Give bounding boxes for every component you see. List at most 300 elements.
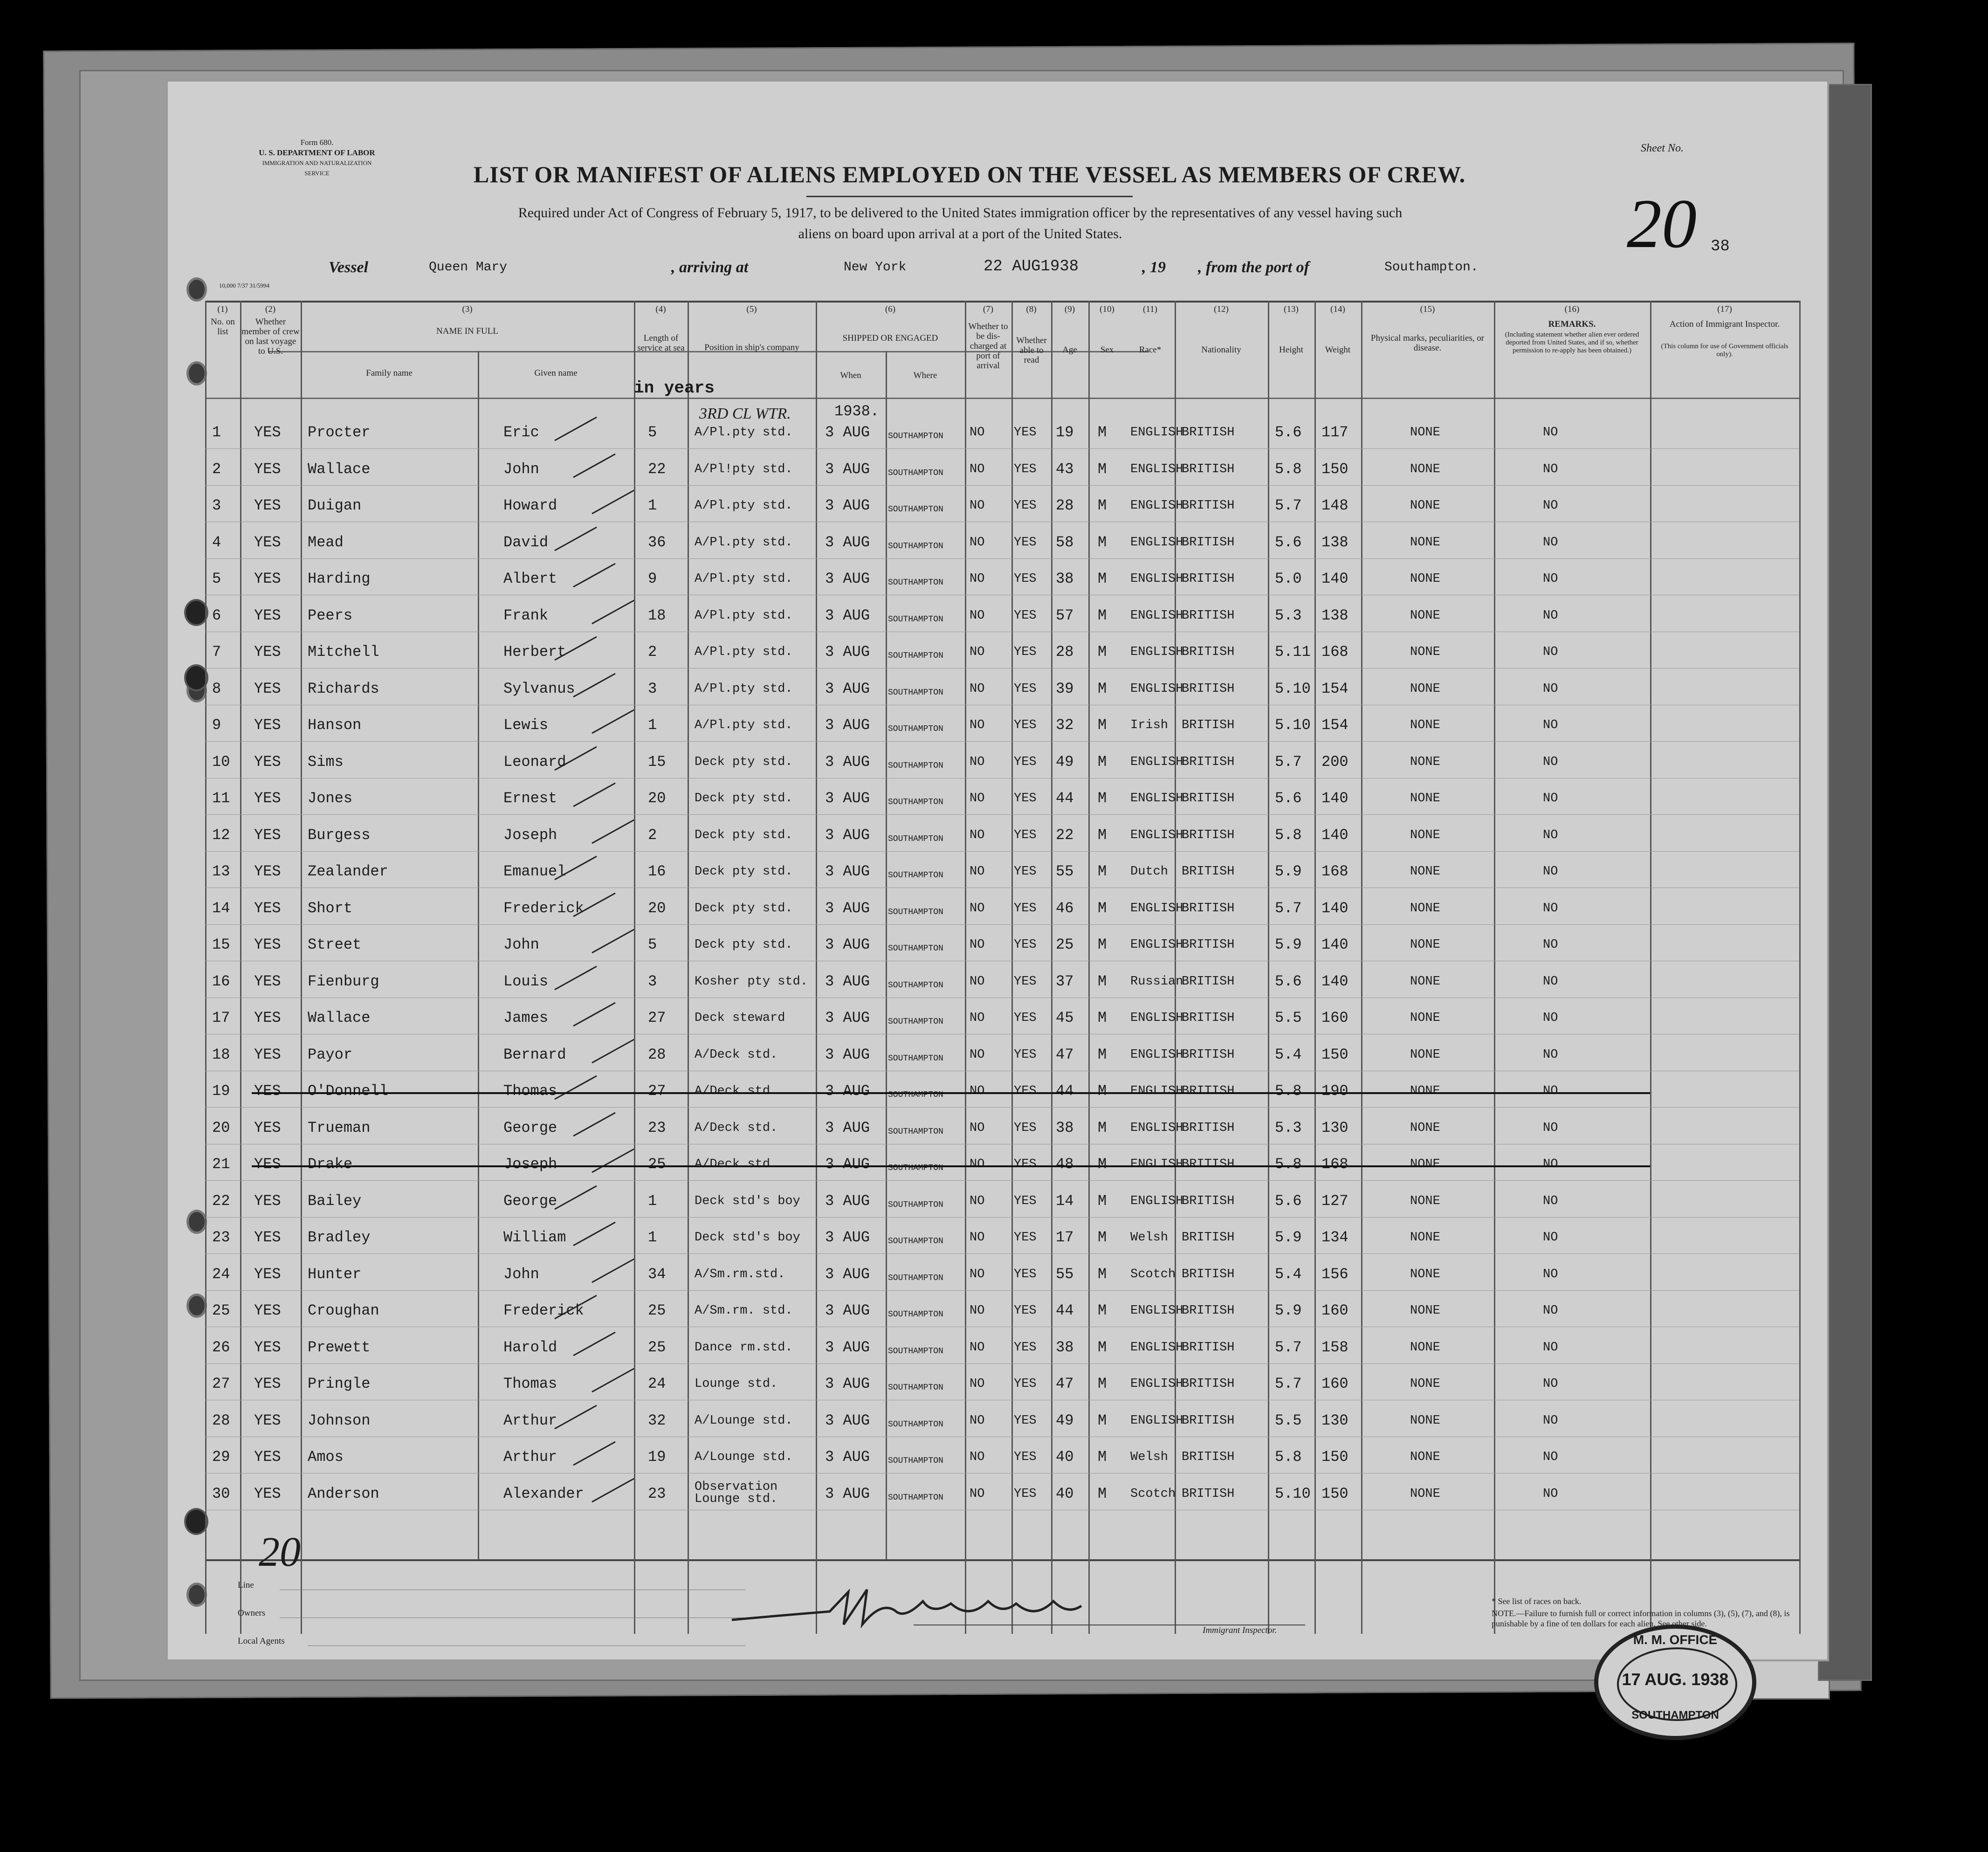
family-name: Duigan xyxy=(308,497,362,514)
discharged-flag: NO xyxy=(970,1121,985,1135)
weight: 190 xyxy=(1321,1082,1348,1100)
col-rule xyxy=(1650,301,1651,1634)
member-flag: YES xyxy=(254,424,281,441)
family-name: Wallace xyxy=(308,1009,371,1026)
member-flag: YES xyxy=(254,643,281,661)
member-flag: YES xyxy=(254,570,281,587)
col-rule xyxy=(478,351,479,1559)
family-name: Bradley xyxy=(308,1229,371,1246)
service-years: 1 xyxy=(648,1192,657,1210)
discharged-flag: NO xyxy=(970,682,985,696)
service-years: 5 xyxy=(648,424,657,441)
row-number: 8 xyxy=(212,680,221,697)
engaged-when: 3 AUG xyxy=(825,972,870,990)
engaged-where: SOUTHAMPTON xyxy=(888,1346,943,1356)
position: Deck pty std. xyxy=(695,828,793,842)
col-number: (14) xyxy=(1330,304,1345,314)
engaged-when: 3 AUG xyxy=(825,1485,870,1502)
race: Russian xyxy=(1130,974,1183,989)
service-years: 9 xyxy=(648,570,657,587)
age: 43 xyxy=(1056,460,1074,478)
sex: M xyxy=(1098,826,1107,844)
given-name: William xyxy=(503,1229,566,1246)
remarks: NO xyxy=(1543,1231,1558,1245)
age-header: Age xyxy=(1062,345,1077,355)
height: 5.7 xyxy=(1275,1338,1302,1356)
member-flag: YES xyxy=(254,1302,281,1319)
row-number: 19 xyxy=(212,1082,230,1100)
physical-marks: NONE xyxy=(1410,608,1440,623)
discharged-flag: NO xyxy=(970,535,985,550)
from-port: Southampton. xyxy=(1384,260,1479,275)
service-name: IMMIGRATION AND NATURALIZATION SERVICE xyxy=(262,159,372,177)
height: 5.6 xyxy=(1275,790,1302,807)
remarks: NO xyxy=(1543,938,1558,952)
weight: 154 xyxy=(1321,716,1348,734)
weight: 150 xyxy=(1321,1448,1348,1466)
given-name: John xyxy=(503,460,539,478)
service-years: 23 xyxy=(648,1485,666,1502)
physical-marks: NONE xyxy=(1410,682,1440,696)
remarks: NO xyxy=(1543,645,1558,659)
position: A/Pl.pty std. xyxy=(695,499,793,513)
read-flag: YES xyxy=(1014,1377,1037,1391)
weight: 156 xyxy=(1321,1265,1348,1283)
read-header: Whether able to read xyxy=(1016,336,1047,365)
engaged-where: SOUTHAMPTON xyxy=(888,761,943,771)
family-name: Prewett xyxy=(308,1338,371,1356)
physical-marks: NONE xyxy=(1410,535,1440,550)
col-number: (11) xyxy=(1143,304,1157,314)
remarks: NO xyxy=(1543,1377,1558,1391)
height: 5.5 xyxy=(1275,1009,1302,1026)
row-number: 17 xyxy=(212,1009,230,1026)
physical-marks: NONE xyxy=(1410,1304,1440,1318)
nationality: BRITISH xyxy=(1182,1157,1235,1171)
family-name: Fienburg xyxy=(308,972,379,990)
engaged-when: 3 AUG xyxy=(825,460,870,478)
race: ENGLISH xyxy=(1130,1011,1183,1025)
physical-marks: NONE xyxy=(1410,1121,1440,1135)
remarks: NO xyxy=(1543,426,1558,440)
family-name-header: Family name xyxy=(366,368,413,378)
shipped-header: SHIPPED OR ENGAGED xyxy=(842,333,938,343)
engaged-when: 3 AUG xyxy=(825,1338,870,1356)
position: Deck pty std. xyxy=(695,792,793,806)
sex: M xyxy=(1098,863,1107,880)
check-mark xyxy=(587,927,643,955)
row-rule xyxy=(205,814,1799,815)
discharged-flag: NO xyxy=(970,1340,985,1355)
check-mark xyxy=(569,891,625,919)
physical-marks: NONE xyxy=(1410,828,1440,842)
row-number: 20 xyxy=(212,1119,230,1136)
family-name: O'Donnell xyxy=(308,1082,388,1100)
weight: 160 xyxy=(1321,1009,1348,1026)
race: ENGLISH xyxy=(1130,1194,1183,1208)
nationality: BRITISH xyxy=(1182,462,1235,476)
where-header: Where xyxy=(913,371,937,380)
nationality: BRITISH xyxy=(1182,1340,1235,1355)
strike-through xyxy=(252,1165,1650,1167)
position: Observation Lounge std. xyxy=(695,1480,778,1506)
sex: M xyxy=(1098,936,1107,953)
remarks: NO xyxy=(1543,718,1558,732)
position: A/Deck std. xyxy=(695,1084,778,1098)
col-number: (5) xyxy=(746,304,757,314)
age: 40 xyxy=(1056,1448,1074,1466)
remarks: NO xyxy=(1543,499,1558,513)
physical-marks: NONE xyxy=(1410,792,1440,806)
read-flag: YES xyxy=(1014,1121,1037,1135)
engaged-where: SOUTHAMPTON xyxy=(888,1053,943,1063)
sex: M xyxy=(1098,497,1107,514)
given-name: Thomas xyxy=(503,1082,557,1100)
col-number: (6) xyxy=(885,304,896,314)
col-number: (12) xyxy=(1214,304,1229,314)
age: 38 xyxy=(1056,1119,1074,1136)
sex-header: Sex xyxy=(1100,345,1114,355)
check-mark xyxy=(587,1147,643,1175)
col-number: (10) xyxy=(1100,304,1114,314)
member-flag: YES xyxy=(254,790,281,807)
service-years: 20 xyxy=(648,790,666,807)
engaged-where: SOUTHAMPTON xyxy=(888,688,943,697)
member-flag: YES xyxy=(254,1156,281,1173)
physical-marks: NONE xyxy=(1410,1377,1440,1391)
race: ENGLISH xyxy=(1130,426,1183,440)
discharged-flag: NO xyxy=(970,865,985,879)
sex: M xyxy=(1098,1485,1107,1502)
nationality: BRITISH xyxy=(1182,1377,1235,1391)
given-name: George xyxy=(503,1192,557,1210)
row-number: 24 xyxy=(212,1265,230,1283)
family-name: Short xyxy=(308,899,353,917)
read-flag: YES xyxy=(1014,572,1037,586)
read-flag: YES xyxy=(1014,426,1037,440)
engaged-where: SOUTHAMPTON xyxy=(888,834,943,844)
race: Irish xyxy=(1130,718,1169,732)
given-name: Joseph xyxy=(503,826,557,844)
sex: M xyxy=(1098,1375,1107,1392)
physical-marks: NONE xyxy=(1410,1231,1440,1245)
weight: 138 xyxy=(1321,533,1348,551)
engaged-when: 3 AUG xyxy=(825,1119,870,1136)
position: Deck pty std. xyxy=(695,865,793,879)
read-flag: YES xyxy=(1014,462,1037,476)
member-flag: YES xyxy=(254,863,281,880)
check-mark xyxy=(550,1403,606,1431)
given-name: Howard xyxy=(503,497,557,514)
remarks: NO xyxy=(1543,1047,1558,1062)
nationality: BRITISH xyxy=(1182,608,1235,623)
given-name: Arthur xyxy=(503,1448,557,1466)
race-header: Race* xyxy=(1139,345,1162,355)
discharged-flag: NO xyxy=(970,1377,985,1391)
binder-hole xyxy=(186,361,207,386)
weight: 150 xyxy=(1321,1046,1348,1063)
weight: 127 xyxy=(1321,1192,1348,1210)
given-name: Thomas xyxy=(503,1375,557,1392)
race: Welsh xyxy=(1130,1231,1169,1245)
age: 38 xyxy=(1056,570,1074,587)
remarks-header: REMARKS. xyxy=(1548,319,1596,329)
service-years: 28 xyxy=(648,1046,666,1063)
given-name: Leonard xyxy=(503,753,566,771)
height: 5.9 xyxy=(1275,936,1302,953)
height: 5.7 xyxy=(1275,497,1302,514)
height: 5.6 xyxy=(1275,424,1302,441)
check-mark xyxy=(587,1037,643,1065)
engaged-when: 3 AUG xyxy=(825,570,870,587)
race: ENGLISH xyxy=(1130,535,1183,550)
nationality: BRITISH xyxy=(1182,792,1235,806)
office-stamp xyxy=(1594,1625,1756,1740)
engaged-when: 3 AUG xyxy=(825,1265,870,1283)
service-years: 34 xyxy=(648,1265,666,1283)
discharged-flag: NO xyxy=(970,938,985,952)
height: 5.10 xyxy=(1275,680,1311,697)
physical-marks: NONE xyxy=(1410,755,1440,769)
col-number: (8) xyxy=(1026,304,1037,314)
weight: 148 xyxy=(1321,497,1348,514)
member-flag: YES xyxy=(254,1046,281,1063)
read-flag: YES xyxy=(1014,645,1037,659)
service-years: 23 xyxy=(648,1119,666,1136)
engaged-when: 3 AUG xyxy=(825,533,870,551)
member-flag: YES xyxy=(254,1082,281,1100)
age: 37 xyxy=(1056,972,1074,990)
remarks: NO xyxy=(1543,608,1558,623)
nationality: BRITISH xyxy=(1182,1487,1235,1501)
race: Dutch xyxy=(1130,865,1169,879)
discharged-flag: NO xyxy=(970,1487,985,1501)
nationality: BRITISH xyxy=(1182,645,1235,659)
engaged-where: SOUTHAMPTON xyxy=(888,871,943,880)
nationality: BRITISH xyxy=(1182,938,1235,952)
age: 25 xyxy=(1056,936,1074,953)
age: 38 xyxy=(1056,1338,1074,1356)
member-flag: YES xyxy=(254,936,281,953)
sex: M xyxy=(1098,643,1107,661)
subtitle-line-2: aliens on board upon arrival at a port of the United States. xyxy=(798,226,1122,241)
row-rule xyxy=(205,1217,1799,1218)
sex: M xyxy=(1098,899,1107,917)
row-number: 3 xyxy=(212,497,221,514)
race: ENGLISH xyxy=(1130,1047,1183,1062)
height: 5.8 xyxy=(1275,460,1302,478)
sex: M xyxy=(1098,972,1107,990)
row-number: 11 xyxy=(212,790,230,807)
position: Deck std's boy xyxy=(695,1194,800,1208)
family-name: Anderson xyxy=(308,1485,379,1502)
race: ENGLISH xyxy=(1130,608,1183,623)
row-rule xyxy=(205,558,1799,559)
engaged-where: SOUTHAMPTON xyxy=(888,505,943,514)
member-flag: YES xyxy=(254,460,281,478)
col-rule xyxy=(1494,301,1495,1634)
col-rule xyxy=(1799,301,1801,1634)
engaged-when: 3 AUG xyxy=(825,606,870,624)
engaged-where: SOUTHAMPTON xyxy=(888,1456,943,1466)
remarks: NO xyxy=(1543,865,1558,879)
col-number: (7) xyxy=(983,304,994,314)
races-note: * See list of races on back. xyxy=(1492,1597,1582,1606)
nationality: BRITISH xyxy=(1182,682,1235,696)
table-bottom-rule xyxy=(205,1559,1799,1561)
title-underline xyxy=(806,196,1133,197)
agents-field xyxy=(308,1645,746,1646)
position: Deck steward xyxy=(695,1011,785,1025)
member-flag: YES xyxy=(254,1229,281,1246)
engaged-when: 3 AUG xyxy=(825,716,870,734)
height: 5.8 xyxy=(1275,1156,1302,1173)
family-name: Procter xyxy=(308,424,371,441)
age: 28 xyxy=(1056,643,1074,661)
check-mark xyxy=(587,1476,643,1504)
age: 55 xyxy=(1056,1265,1074,1283)
given-name: Frederick xyxy=(503,1302,584,1319)
height: 5.8 xyxy=(1275,1448,1302,1466)
age: 32 xyxy=(1056,716,1074,734)
member-flag: YES xyxy=(254,1265,281,1283)
read-flag: YES xyxy=(1014,792,1037,806)
service-header: Length of service at sea xyxy=(637,333,685,353)
service-years: 27 xyxy=(648,1082,666,1100)
row-number: 4 xyxy=(212,533,221,551)
nationality: BRITISH xyxy=(1182,865,1235,879)
given-name: Lewis xyxy=(503,716,549,734)
row-rule xyxy=(205,1363,1799,1364)
service-years: 36 xyxy=(648,533,666,551)
row-rule xyxy=(205,485,1799,486)
check-mark xyxy=(587,1366,643,1394)
inspector-label: Immigrant Inspector. xyxy=(1203,1625,1277,1635)
age: 58 xyxy=(1056,533,1074,551)
binder-hole xyxy=(186,1294,207,1318)
nationality: BRITISH xyxy=(1182,1194,1235,1208)
position-note: 3RD CL WTR. xyxy=(699,405,791,422)
row-number: 16 xyxy=(212,972,230,990)
position: A/Pl.pty std. xyxy=(695,645,793,659)
read-flag: YES xyxy=(1014,974,1037,989)
age: 39 xyxy=(1056,680,1074,697)
physical-marks: NONE xyxy=(1410,901,1440,916)
engaged-where: SOUTHAMPTON xyxy=(888,651,943,661)
discharged-flag: NO xyxy=(970,792,985,806)
height: 5.6 xyxy=(1275,533,1302,551)
remarks: NO xyxy=(1543,535,1558,550)
member-flag: YES xyxy=(254,1009,281,1026)
name-header: NAME IN FULL xyxy=(436,326,498,336)
height: 5.9 xyxy=(1275,1229,1302,1246)
engaged-where: SOUTHAMPTON xyxy=(888,432,943,441)
remarks: NO xyxy=(1543,572,1558,586)
discharged-flag: NO xyxy=(970,901,985,916)
nationality: BRITISH xyxy=(1182,426,1235,440)
check-mark xyxy=(550,744,606,772)
year-label: , 19 xyxy=(1142,259,1166,276)
col-rule xyxy=(240,301,241,1634)
sex: M xyxy=(1098,1302,1107,1319)
sex: M xyxy=(1098,1448,1107,1466)
family-name: Hanson xyxy=(308,716,362,734)
remarks: NO xyxy=(1543,1450,1558,1464)
row-number: 1 xyxy=(212,424,221,441)
discharged-flag: NO xyxy=(970,572,985,586)
member-flag: YES xyxy=(254,1375,281,1392)
family-name: Harding xyxy=(308,570,371,587)
read-flag: YES xyxy=(1014,1450,1037,1464)
position: Kosher pty std. xyxy=(695,974,808,989)
physical-marks: NONE xyxy=(1410,1487,1440,1501)
family-name: Amos xyxy=(308,1448,344,1466)
service-years: 27 xyxy=(648,1009,666,1026)
discharged-flag: NO xyxy=(970,1450,985,1464)
height: 5.10 xyxy=(1275,716,1311,734)
remarks: NO xyxy=(1543,828,1558,842)
race: ENGLISH xyxy=(1130,1413,1183,1428)
row-number: 22 xyxy=(212,1192,230,1210)
check-mark xyxy=(550,525,606,553)
weight: 140 xyxy=(1321,936,1348,953)
nationality: BRITISH xyxy=(1182,1231,1235,1245)
year-note: 1938. xyxy=(834,403,880,420)
col-rule xyxy=(1088,301,1090,1634)
read-flag: YES xyxy=(1014,1194,1037,1208)
age: 40 xyxy=(1056,1485,1074,1502)
given-name: John xyxy=(503,1265,539,1283)
subtitle-line-1: Required under Act of Congress of February 5, 1917, to be delivered to the United States immigration officer by the representatives of any vessel having such xyxy=(518,205,1403,220)
row-number: 5 xyxy=(212,570,221,587)
service-years: 15 xyxy=(648,753,666,771)
sheet-suffix: 38 xyxy=(1711,238,1730,255)
family-name: Wallace xyxy=(308,460,371,478)
read-flag: YES xyxy=(1014,865,1037,879)
race: ENGLISH xyxy=(1130,1084,1183,1098)
given-name: Joseph xyxy=(503,1156,557,1173)
row-number: 12 xyxy=(212,826,230,844)
nationality: BRITISH xyxy=(1182,901,1235,916)
race: ENGLISH xyxy=(1130,1121,1183,1135)
service-years: 24 xyxy=(648,1375,666,1392)
age: 46 xyxy=(1056,899,1074,917)
vessel-name: Queen Mary xyxy=(429,260,508,275)
row-rule xyxy=(205,1290,1799,1291)
col-rule xyxy=(965,301,966,1634)
read-flag: YES xyxy=(1014,535,1037,550)
sex: M xyxy=(1098,424,1107,441)
physical-marks: NONE xyxy=(1410,1194,1440,1208)
owners-label: Owners xyxy=(238,1608,266,1618)
engaged-when: 3 AUG xyxy=(825,936,870,953)
physical-marks: NONE xyxy=(1410,938,1440,952)
height: 5.8 xyxy=(1275,826,1302,844)
check-mark xyxy=(569,1439,625,1467)
action-header: Action of Immigrant Inspector. xyxy=(1669,319,1780,329)
age: 49 xyxy=(1056,753,1074,771)
sex: M xyxy=(1098,1192,1107,1210)
age: 22 xyxy=(1056,826,1074,844)
nationality: BRITISH xyxy=(1182,572,1235,586)
row-rule xyxy=(205,851,1799,852)
check-mark xyxy=(587,598,643,626)
age: 28 xyxy=(1056,497,1074,514)
race: ENGLISH xyxy=(1130,1340,1183,1355)
sex: M xyxy=(1098,1119,1107,1136)
engaged-when: 3 AUG xyxy=(825,1046,870,1063)
row-rule xyxy=(205,1180,1799,1181)
